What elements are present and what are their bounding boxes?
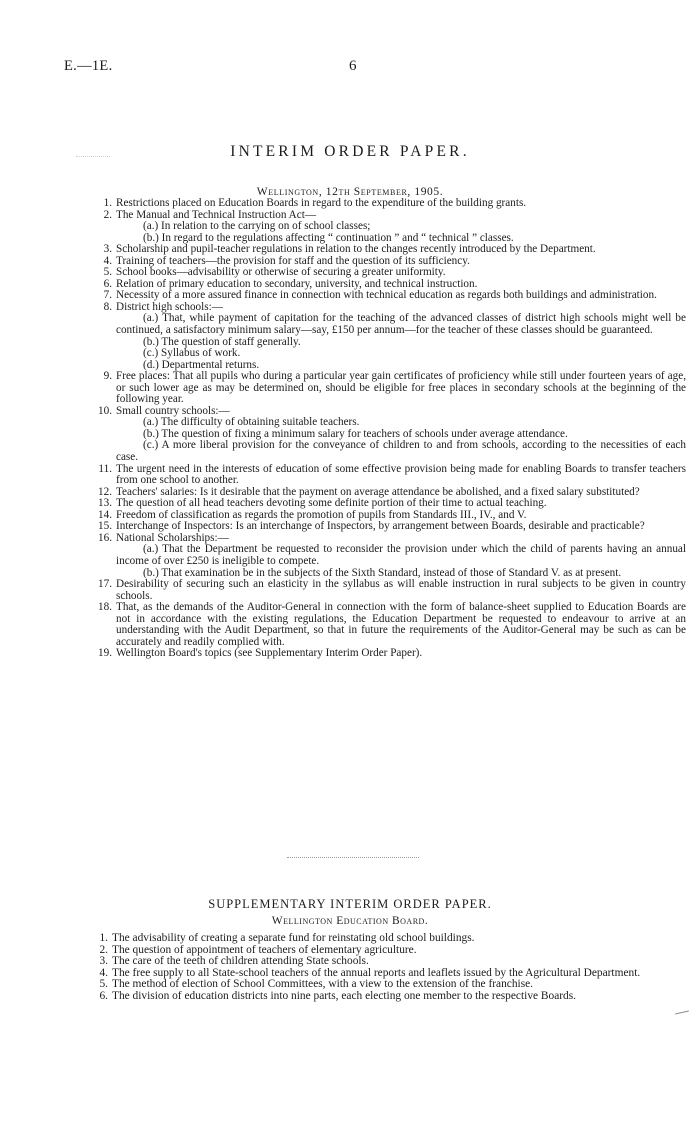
item-number: 5. bbox=[103, 266, 112, 279]
sub-item: (a.) That, while payment of capitation for the teaching of the advanced classes of district high schools might well be continued, a satisfactory minimum salary—say, £150 per annum—for the teacher of these classes should be guaranteed. bbox=[116, 312, 686, 337]
item-number: 16. bbox=[98, 531, 112, 544]
item-text: Small country schools:— bbox=[116, 404, 230, 417]
item-number: 2. bbox=[99, 943, 108, 956]
margin-mark bbox=[675, 1011, 689, 1015]
item-text: The care of the teeth of children attending State schools. bbox=[112, 955, 369, 968]
item-number: 14. bbox=[98, 508, 112, 521]
list-item bbox=[99, 989, 690, 1003]
item-number: 6. bbox=[103, 277, 112, 290]
sub-item: (d.) Departmental returns. bbox=[143, 358, 260, 371]
item-text: The urgent need in the interests of education of some effective provision being made for enabling Boards to transfer teachers from one school to another. bbox=[116, 462, 686, 487]
item-number: 9. bbox=[103, 370, 112, 383]
sub-item: (a.) That the Department be requested to reconsider the provision under which the child of parents having an annual income of over £250 is ineligible to compete. bbox=[116, 543, 686, 567]
item-text: That, as the demands of the Auditor-General in connection with the form of balance-sheet supplied to Education Boards are not in accordance with the existing regulations, the Education Department be requested to endeavour to arrive at an understanding with the Audit Department, so that in future the requirements of the Auditor-General may be such as can be accurately and readily complied with. bbox=[116, 601, 686, 648]
item-number: 1. bbox=[99, 932, 108, 944]
item-number: 1. bbox=[103, 197, 112, 209]
sub-item: (c.) A more liberal provision for the conveyance of children to and from schools, according to the necessities of each case. bbox=[116, 439, 686, 464]
item-text: The free supply to all State-school teachers of the annual reports and leaflets issued by the Agricultural Department. bbox=[112, 966, 641, 979]
item-number: 13. bbox=[98, 497, 112, 510]
page-number: 6 bbox=[349, 58, 357, 74]
sub-item: (c.) Syllabus of work. bbox=[143, 347, 241, 360]
list-item bbox=[98, 404, 686, 464]
item-number: 17. bbox=[98, 578, 112, 591]
item-text: Desirability of securing such an elasticity in the syllabus as will enable instruction in rural subjects to be given in country schools. bbox=[116, 578, 686, 602]
list-item bbox=[98, 531, 686, 579]
list-item bbox=[98, 462, 686, 487]
sub-item: (b.) That examination be in the subjects of the Sixth Standard, instead of those of Standard V. as at present. bbox=[143, 566, 622, 579]
item-number: 19. bbox=[98, 647, 112, 660]
dateline-year: 1905. bbox=[414, 186, 444, 198]
item-number: 15. bbox=[98, 520, 112, 533]
item-text: Freedom of classification as regards the promotion of pupils from Standards III., IV., and V. bbox=[116, 508, 527, 521]
supplementary-subtitle: Wellington Education Board. bbox=[271, 915, 429, 927]
dateline: Wellington, 12th September, 1905. bbox=[256, 186, 444, 198]
page-title: INTERIM ORDER PAPER. bbox=[230, 143, 470, 160]
list-item bbox=[98, 601, 686, 648]
section-divider bbox=[287, 857, 419, 858]
item-number: 6. bbox=[99, 989, 108, 1002]
item-text: The advisability of creating a separate fund for reinstating old school buildings. bbox=[112, 932, 475, 944]
item-number: 12. bbox=[98, 485, 112, 498]
order-paper-list bbox=[98, 197, 686, 660]
item-text: The division of education districts into nine parts, each electing one member to the respective Boards. bbox=[112, 989, 577, 1002]
dateline-date: 12th September bbox=[325, 186, 408, 198]
item-text: Scholarship and pupil-teacher regulations in relation to the changes recently introduced by the Department. bbox=[116, 243, 596, 256]
list-item bbox=[103, 300, 686, 371]
item-text: School books—advisability or otherwise of securing a greater uniformity. bbox=[116, 266, 446, 279]
item-number: 4. bbox=[99, 966, 108, 979]
page-header bbox=[64, 58, 664, 78]
list-item bbox=[98, 647, 686, 660]
item-text: The question of all head teachers devoting some definite portion of their time to actual teaching. bbox=[116, 497, 547, 510]
item-number: 11. bbox=[98, 462, 112, 475]
item-number: 8. bbox=[103, 300, 112, 313]
document-reference: E.—1E. bbox=[64, 58, 113, 74]
list-item bbox=[98, 578, 686, 602]
sub-item: (a.) In relation to the carrying on of school classes; bbox=[143, 220, 371, 233]
supplementary-list bbox=[99, 932, 690, 1003]
item-text: The method of election of School Committees, with a view to the extension of the franchise. bbox=[112, 978, 534, 991]
item-text: Training of teachers—the provision for staff and the question of its sufficiency. bbox=[116, 254, 470, 267]
sub-item: (b.) In regard to the regulations affecting “ continuation ” and “ technical ” classes. bbox=[143, 231, 514, 244]
item-number: 18. bbox=[98, 601, 112, 614]
item-text: Wellington Board's topics (see Supplementary Interim Order Paper). bbox=[116, 647, 423, 660]
sub-item: (b.) The question of fixing a minimum salary for teachers of schools under average attendance. bbox=[143, 427, 568, 440]
item-number: 7. bbox=[103, 289, 112, 302]
item-text: National Scholarships:— bbox=[116, 531, 229, 544]
item-text: District high schools:— bbox=[116, 300, 223, 313]
sub-item: (a.) The difficulty of obtaining suitable teachers. bbox=[143, 416, 360, 429]
item-text: Interchange of Inspectors: Is an interchange of Inspectors, by arrangement between Boards, desirable and practicable? bbox=[116, 520, 645, 533]
item-number: 2. bbox=[103, 208, 112, 221]
item-text: Teachers' salaries: Is it desirable that the payment on average attendance be abolished, and a fixed salary substituted? bbox=[116, 485, 640, 498]
item-text: The Manual and Technical Instruction Act— bbox=[116, 208, 317, 221]
item-number: 3. bbox=[103, 243, 112, 256]
item-text: Relation of primary education to secondary, university, and technical instruction. bbox=[116, 277, 478, 290]
supplementary-title: SUPPLEMENTARY INTERIM ORDER PAPER. bbox=[208, 897, 492, 911]
item-text: Restrictions placed on Education Boards in regard to the expenditure of the building grants. bbox=[116, 197, 527, 209]
list-item bbox=[103, 370, 686, 406]
sub-item: (b.) The question of staff generally. bbox=[143, 335, 301, 348]
item-number: 4. bbox=[103, 254, 112, 267]
item-number: 5. bbox=[99, 978, 108, 991]
list-item bbox=[103, 208, 686, 245]
item-text: Necessity of a more assured finance in connection with technical education as regards both buildings and administration. bbox=[116, 289, 657, 302]
item-number: 10. bbox=[98, 404, 112, 417]
item-text: The question of appointment of teachers of elementary agriculture. bbox=[112, 943, 417, 956]
item-text: Free places: That all pupils who during a particular year gain certificates of proficiency while still under fourteen years of age, or such lower age as may be determined on, should be eligible for free places in secondary schools at the beginning of the following year. bbox=[116, 370, 686, 406]
item-number: 3. bbox=[99, 955, 108, 968]
dateline-place: Wellington bbox=[256, 186, 319, 198]
